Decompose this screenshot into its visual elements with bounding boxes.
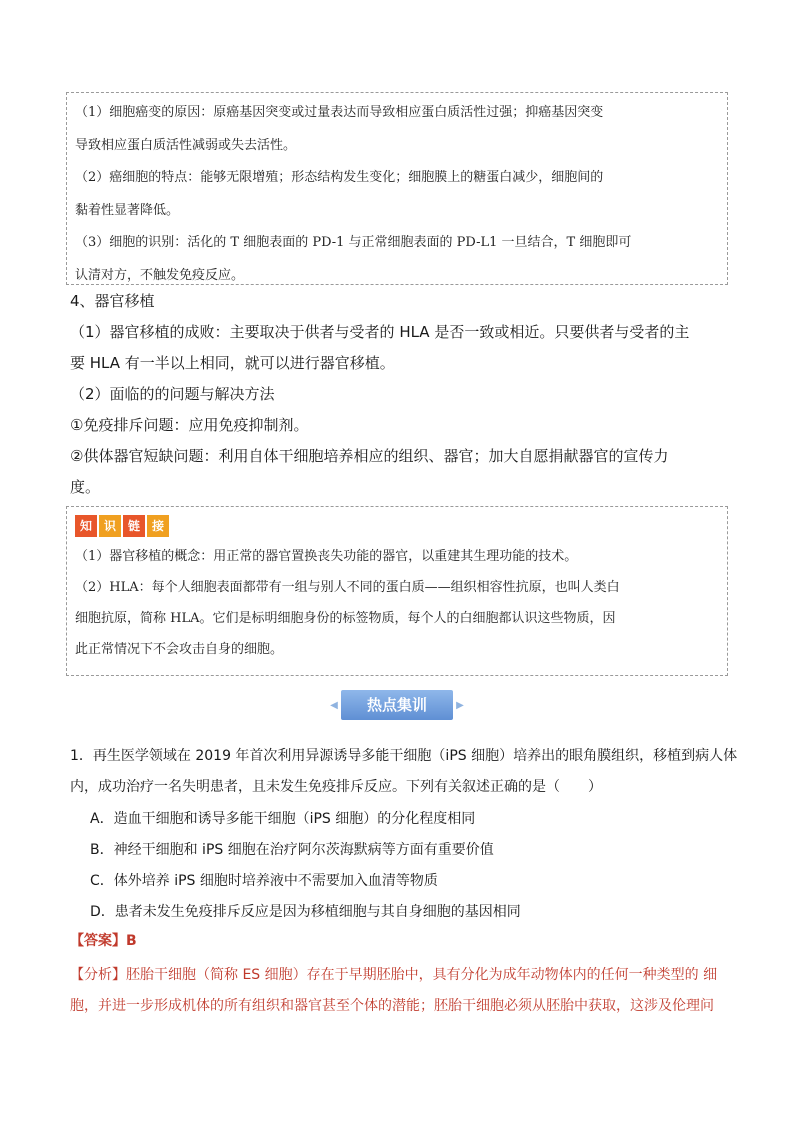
question-stem [70,741,738,803]
section-banner [320,690,474,720]
tip-line: （1）器官移植的概念：用正常的器官置换丧失功能的器官，以重建其生理功能的技术。 [75,549,578,564]
option-b: B．神经干细胞和 iPS 细胞在治疗阿尔茨海默病等方面有重要价值 [90,842,494,858]
section-heading: 4、器官移植 [70,292,155,310]
paragraph-line: （1）器官移植的成败：主要取决于供者与受者的 HLA 是否一致或相近。只要供者与受者的主 [70,323,690,341]
analysis [70,960,730,1022]
paragraph-line: 要 HLA 有一半以上相同，就可以进行器官移植。 [70,354,395,372]
question-line: 1．再生医学领域在 2019 年首次利用异源诱导多能干细胞（iPS 细胞）培养出的眼角膜组织，移植到病人体 [70,748,738,764]
analysis-text: 胚胎干细胞（简称 ES 细胞）存在于早期胚胎中，具有分化为成年动物体内的任何一种类型的 细 [126,967,718,983]
tip-line: （2）癌细胞的特点：能够无限增殖；形态结构发生变化；细胞膜上的糖蛋白减少，细胞间的 [75,170,604,185]
paragraph-line: （2）面临的的问题与解决方法 [70,385,275,403]
tip-line: 黏着性显著降低。 [75,202,180,218]
badge-char: 识 [99,515,121,537]
knowledge-link-badge [75,515,719,537]
tip-line: 认清对方，不触发免疫反应。 [75,267,245,283]
paragraph-line: 度。 [70,478,101,496]
analysis-line [70,960,730,991]
option-d: D．患者未发生免疫排斥反应是因为移植细胞与其自身细胞的基因相同 [90,904,521,920]
tip-line: （1）细胞癌变的原因：原癌基因突变或过量表达而导致相应蛋白质活性过强；抑癌基因突变 [75,105,604,120]
answer-value: B [126,933,137,949]
tip-line: 导致相应蛋白质活性减弱或失去活性。 [75,137,297,153]
tip-line: （3）细胞的识别：活化的 T 细胞表面的 PD-1 与正常细胞表面的 PD-L1 一旦结合，T 细胞即可 [75,235,632,250]
badge-char: 知 [75,515,97,537]
banner-title: 热点集训 [341,690,453,720]
badge-char: 链 [123,515,145,537]
section-organ-transplant [70,286,730,503]
triangle-left-icon: ◀ [330,699,338,711]
option-a: A．造血干细胞和诱导多能干细胞（iPS 细胞）的分化程度相同 [90,811,476,827]
knowledge-link-box [66,506,728,676]
answer-label: 【答案】 [70,933,126,949]
question-line: 内，成功治疗一名失明患者，且未发生免疫排斥反应。下列有关叙述正确的是（ ） [70,779,602,795]
analysis-line: 胞，并进一步形成机体的所有组织和器官甚至个体的潜能；胚胎干细胞必须从胚胎中获取，这涉及伦理问 [70,998,714,1014]
analysis-label: 【分析】 [70,967,126,983]
tip-line: （2）HLA：每个人细胞表面都带有一组与别人不同的蛋白质——组织相容性抗原，也叫人类白 [75,580,620,595]
triangle-right-icon: ▶ [456,699,464,711]
tip-line: 细胞抗原，简称 HLA。它们是标明细胞身份的标签物质，每个人的白细胞都认识这些物质，因 [75,611,616,626]
option-c: C．体外培养 iPS 细胞时培养液中不需要加入血清等物质 [90,873,438,889]
paragraph-line: ②供体器官短缺问题：利用自体干细胞培养相应的组织、器官；加大自愿捐献器官的宣传力 [70,447,669,465]
tip-box-cancer [66,92,728,285]
answer [70,930,137,950]
paragraph-line: ①免疫排斥问题：应用免疫抑制剂。 [70,416,309,434]
tip-line: 此正常情况下不会攻击自身的细胞。 [75,642,284,657]
badge-char: 接 [147,515,169,537]
